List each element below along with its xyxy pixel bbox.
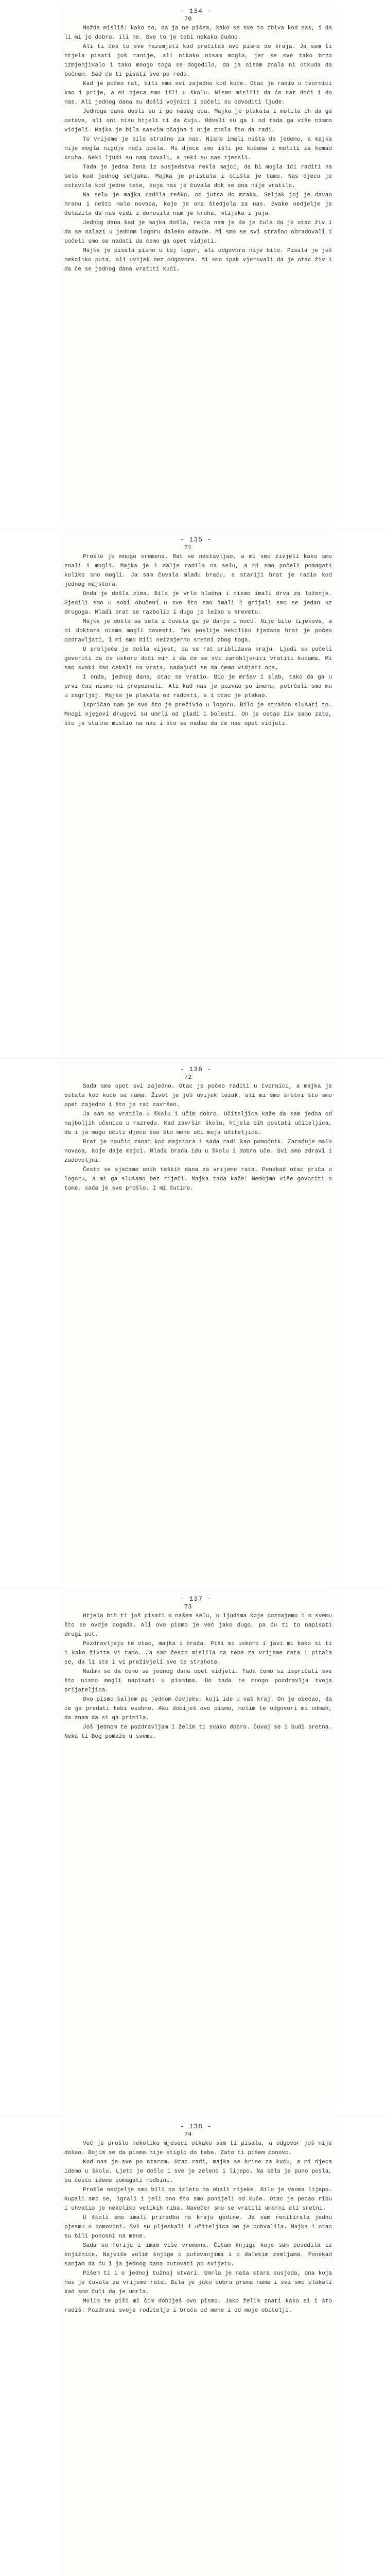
- paragraph: Nadam se da ćemo se jednog dana opet vidjeti. Tada ćemo si ispričati sve što nismo mogli napisati u pismima. Do tada te mnogo pozdravlja tvoja prijateljica.: [64, 1669, 332, 1693]
- page-divider: [0, 1058, 386, 1059]
- page-body-text: [64, 24, 332, 274]
- paragraph: Ja sam se vratila u školu i učim dobro. Učiteljica kaže da sam jedna od najboljih učenica u razredu. Kad završim školu, htjela bih postati učiteljica, da i ja mogu učiti djecu kao što mene uči moja učiteljica.: [64, 1111, 332, 1136]
- page-number: - 136 -: [180, 1065, 212, 1073]
- page-divider: [0, 2115, 386, 2116]
- paragraph: Sada smo opet svi zajedno. Otac je počeo raditi u tvornici, a majka je ostala kod kuće sa nama. Život je još uvijek težak, ali mi smo sretni što smo opet zajedno i što je rat završen.: [64, 1083, 332, 1108]
- paragraph: Kad je počeo rat, bili smo svi zajedno kod kuće. Otac je radio u tvornici kao i prije, a mi djeca smo išli u školu. Nismo mislili da će rat doći i do nas. Ali jednog dana su došli vojnici i počeli su odvoditi ljude.: [64, 81, 332, 106]
- paragraph: Kod nas je sve po starom. Otac radi, majka se brine za kuću, a mi djeca idemo u školu. Ljeto je došlo i sve je zeleno i lijepo. Na selu je puno posla, pa često idemo pomagati rodbini.: [64, 2159, 332, 2184]
- paragraph: To vrijeme je bilo strašno za nas. Nismo imali ništa da jedemo, a majka nije mogla nigdje naći posla. Mi djeca smo išli po kućama i molili za komad kruha. Neki ljudi su nam davali, a neki su nas tjerali.: [64, 137, 332, 161]
- document-page: [0, 0, 386, 528]
- paragraph: Često se sjećamo onih teških dana za vrijeme rata. Ponekad otac priča o logoru, a mi ga slušamo bez riječi. Majka tada kaže: Nemojmo više govoriti o tome, sada je sve prošlo. I mi šutimo.: [64, 1167, 332, 1192]
- paragraph: Onda je došla zima. Bila je vrlo hladna i nismo imali drva za loženje. Sjedili smo u sobi obučeni u sve što smo imali i grijali smo se jedan uz drugoga. Mlađi brat se razbolio i dugo je ležao u krevetu.: [64, 591, 332, 616]
- paragraph: Pišem ti i o jednoj tužnoj stvari. Umrla je naša stara susjeda, ona koja nas je čuvala za vrijeme rata. Bila je jako dobra prema nama i svi smo plakali kad smo čuli da je umrla.: [64, 2270, 332, 2295]
- paragraph: Tada je jedna žena iz susjedstva rekla majci, da bi mogla ići raditi na selo kod jednog seljaka. Majka je pristala i otišla je tamo. Nas djecu je ostavila kod jedne tete, koja nas je čuvala dok se ona nije vratila.: [64, 164, 332, 189]
- paragraph: Ali ti ćeš to sve razumjeti kad pročitaš ovo pismo do kraja. Ja sam ti htjela pisati još ranije, ali nikako nisam mogla, jer se sve tako brzo izmjenjivalo i tako mnogo toga se dogodilo, da ja nisam znala ni otkuda da počnem. Sad ću ti pisati sve po redu.: [64, 44, 332, 78]
- paragraph: Majka je došla sa sela i čuvala ga je danju i noću. Nije bilo lijekova, a ni doktora nismo mogli dovesti. Tek poslije nekoliko tjedana brat je počeo ozdravljati, i mi smo bili neizmjerno sretni zbog toga.: [64, 619, 332, 643]
- page-folio: 74: [184, 2131, 192, 2138]
- page-body-text: [64, 1082, 332, 1193]
- paragraph: U školi smo imali priredbu na kraju godine. Ja sam recitirala jednu pjesmu o domovini. Svi su pljeskali i učiteljica me je pohvalila. Majka i otac su bili ponosni na mene.: [64, 2215, 332, 2240]
- page-folio: 73: [184, 1603, 192, 1611]
- document-page: [0, 1588, 386, 2115]
- paragraph: Već je prošlo nekoliko mjeseci otkako sam ti pisala, a odgovor još nije došao. Bojim se da pismo nije stiglo do tebe. Zato ti pišem ponovo.: [64, 2141, 332, 2156]
- paragraph: Molim te piši mi čim dobiješ ovo pismo. Jako želim znati kako si i što radiš. Pozdravi svoje roditelje i braću od mene i od moje obitelji.: [64, 2298, 332, 2314]
- paragraph: Prošle nedjelje smo bili na izletu na obali rijeke. Bilo je veoma lijepo. Kupali smo se, igrali i jeli ono što smo ponijeli od kuće. Otac je pecao ribu i uhvatio je nekoliko velikih riba. Navečer smo se vratili umorni ali sretni.: [64, 2187, 332, 2212]
- paragraph: Ovo pismo šaljem po jednom čovjeku, koji ide u vaš kraj. On je obećao, da će ga predati tebi osobno. Ako dobiješ ovo pismo, molim te odgovori mi odmah, da znam da si ga primila.: [64, 1697, 332, 1721]
- page-folio: 72: [184, 1074, 192, 1081]
- paragraph: Jednoga dana došli su i po našeg oca. Majka je plakala i molila ih da ga ostave, ali oni nisu htjeli ni da čuju. Odveli su ga i od tada ga više nismo vidjeli. Majka je bila sasvim očajna i nije znala što da radi.: [64, 109, 332, 133]
- page-folio: 70: [184, 15, 192, 23]
- paragraph: Ispričao nam je sve što je preživio u logoru. Bilo je strašno slušati to. Mnogi njegovi drugovi su umrli od gladi i bolesti. On je ostao živ samo zato, što je stalno mislio na nas i što se nadao da će nas opet vidjeti.: [64, 702, 332, 727]
- page-body-text: [64, 1612, 332, 1741]
- paragraph: Na selu je majka radila teško, od jutra do mraka. Seljak joj je davao hranu i nešto malo novaca, koje je ona štedjela za nas. Svake nedjelje je dolazila da nas vidi i donosila nam je kruha, mlijeka i jaja.: [64, 192, 332, 217]
- paragraph: Brat je naučio zanat kod majstora i sada radi kao pomoćnik. Zarađuje malo novaca, koje daje majci. Mlađa braća idu u školu i dobro uče. Svi smo zdravi i zadovoljni.: [64, 1139, 332, 1164]
- paragraph: Pozdravljaju te otac, majka i braća. Piši mi uskoro i javi mi kako si ti i kako živite vi tamo. Ja sam često mislila na tebe za vrijeme rata i pitala se, da li ste i vi preživjeli sve te strahote.: [64, 1641, 332, 1666]
- paragraph: Jednog dana kad je majka došla, rekla nam je da je čula da je otac živ i da se nalazi u jednom logoru daleko odavde. Mi smo se svi strašno obradovali i počeli smo se nadati da ćemo ga opet vidjeti.: [64, 220, 332, 245]
- paragraph: Prošlo je mnogo vremena. Rat se nastavljao, a mi smo živjeli kako smo znali i mogli. Majka je i dalje radila na selu, a mi smo počeli pomagati koliko smo mogli. Ja sam čuvala mlađu braću, a stariji brat je radio kod jednog majstora.: [64, 554, 332, 588]
- paragraph: Možda misliš: kako to, da ja ne pišem, kako se sve to zbiva kod nas, i da li mi je dobro, ili ne. Sve to je tebi nekako čudno.: [64, 25, 332, 41]
- page-number: - 135 -: [180, 536, 212, 544]
- page-body-text: [64, 552, 332, 728]
- paragraph: U proljeće je došla vijest, da se rat približava kraju. Ljudi su počeli govoriti da će uskoro doći mir i da će se svi zarobljenici vratiti kućama. Mi smo svaki dan čekali na vrata, nadajući se da ćemo vidjeti oca.: [64, 647, 332, 671]
- paragraph: I onda, jednog dana, otac se vratio. Bio je mršav i slab, tako da ga u prvi čas nismo ni prepoznali. Ali kad nas je pozvao po imenu, potrčali smo mu u zagrljaj. Majka je plakala od radosti, a i otac je plakao.: [64, 674, 332, 699]
- document-page: [0, 2115, 386, 2576]
- paragraph: Još jednom te pozdravljam i želim ti svako dobro. Čuvaj se i budi sretna. Neka ti Bog pomaže u svemu.: [64, 1724, 332, 1740]
- paragraph: Majka je pisala pismo u taj logor, ali odgovora nije bilo. Pisala je još nekoliko puta, ali uvijek bez odgovora. Mi smo ipak vjerovali da je otac živ i da će se jednog dana vratiti kući.: [64, 248, 332, 273]
- page-body-text: [64, 2139, 332, 2315]
- document-page: [0, 529, 386, 1056]
- page-number: - 137 -: [180, 1595, 212, 1603]
- document-page: [0, 1058, 386, 1586]
- paragraph: Sada su ferije i imam više vremena. Čitam knjige koje sam posudila iz knjižnice. Najviše volim knjige o putovanjima i o dalekim zemljama. Ponekad sanjam da ću i ja jednog dana putovati po svijetu.: [64, 2243, 332, 2267]
- page-number: - 138 -: [180, 2123, 212, 2130]
- page-folio: 71: [184, 544, 192, 551]
- paragraph: Htjela bih ti još pisati o našem selu, o ljudima koje poznajemo i o svemu što se ovdje događa. Ali ovo pismo je već jako dugo, pa ću ti to napisati drugi put.: [64, 1613, 332, 1638]
- page-number: - 134 -: [180, 7, 212, 15]
